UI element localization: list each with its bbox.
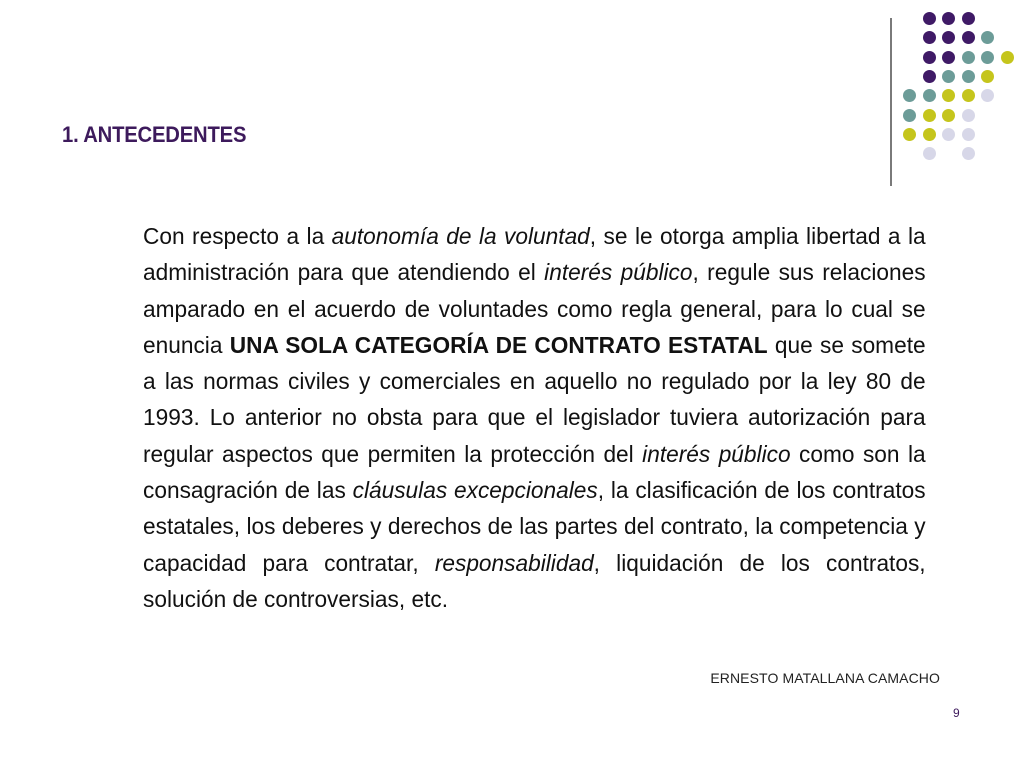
decorative-dot-lavender (962, 128, 975, 141)
italic-term-clausulas: cláusulas excepcionales (352, 477, 598, 504)
decorative-dot-teal (923, 89, 936, 102)
decorative-dot-yellow (962, 89, 975, 102)
decorative-dot-teal (903, 89, 916, 102)
text-segment: Con respecto a la (143, 223, 332, 249)
decorative-dot-teal (981, 51, 994, 64)
body-paragraph (143, 218, 926, 617)
decorative-dot-purple (962, 31, 975, 44)
decorative-dot-teal (903, 109, 916, 122)
decorative-dot-lavender (981, 89, 994, 102)
decorative-dot-lavender (942, 128, 955, 141)
decorative-dot-purple (923, 31, 936, 44)
page-number: 9 (953, 706, 960, 720)
text-segment: , se le otorga amplia libertad a la administración para que atendiendo el (143, 223, 926, 286)
italic-term-responsabilidad: responsabilidad (434, 549, 594, 576)
decorative-dot-grid (903, 12, 1013, 162)
decorative-dot-yellow (903, 128, 916, 141)
decorative-dot-teal (962, 70, 975, 83)
italic-term-interes-publico-2: interés público (642, 440, 791, 467)
vertical-divider (890, 18, 892, 186)
text-segment: , la clasificación de los contratos estatales, los deberes y derechos de las partes del contrato, la competencia y capacidad para contratar, (143, 477, 926, 576)
decorative-dot-purple (923, 12, 936, 25)
slide-heading: 1. ANTECEDENTES (62, 122, 247, 147)
decorative-dot-yellow (923, 109, 936, 122)
bold-term-categoria: UNA SOLA CATEGORÍA DE CONTRATO ESTATAL (229, 331, 768, 358)
text-segment: , regule sus relaciones amparado en el acuerdo de voluntades como regla general, para lo cual se enuncia (143, 259, 926, 358)
decorative-dot-purple (923, 70, 936, 83)
decorative-dot-lavender (962, 147, 975, 160)
italic-term-autonomia: autonomía de la voluntad (331, 223, 590, 249)
decorative-dot-purple (942, 51, 955, 64)
text-segment: como son la consagración de las (143, 440, 926, 504)
decorative-dot-yellow (942, 109, 955, 122)
text-segment: , liquidación de los contratos, solución de controversias, etc. (143, 549, 926, 612)
decorative-dot-purple (923, 51, 936, 64)
decorative-dot-lavender (962, 109, 975, 122)
decorative-dot-yellow (942, 89, 955, 102)
decorative-dot-purple (962, 12, 975, 25)
decorative-dot-teal (942, 70, 955, 83)
decorative-dot-yellow (981, 70, 994, 83)
decorative-dot-lavender (923, 147, 936, 160)
decorative-dot-yellow (923, 128, 936, 141)
text-segment: que se somete a las normas civiles y comerciales en aquello no regulado por la ley 80 de 1993. Lo anterior no obsta para que el legislador tuviera autorización para regular aspectos que permiten la protección del (143, 331, 926, 467)
decorative-dot-teal (962, 51, 975, 64)
decorative-dot-purple (942, 31, 955, 44)
decorative-dot-teal (981, 31, 994, 44)
decorative-dot-yellow (1001, 51, 1014, 64)
decorative-dot-purple (942, 12, 955, 25)
italic-term-interes-publico: interés público (544, 259, 693, 286)
author-name: ERNESTO MATALLANA CAMACHO (710, 670, 940, 686)
